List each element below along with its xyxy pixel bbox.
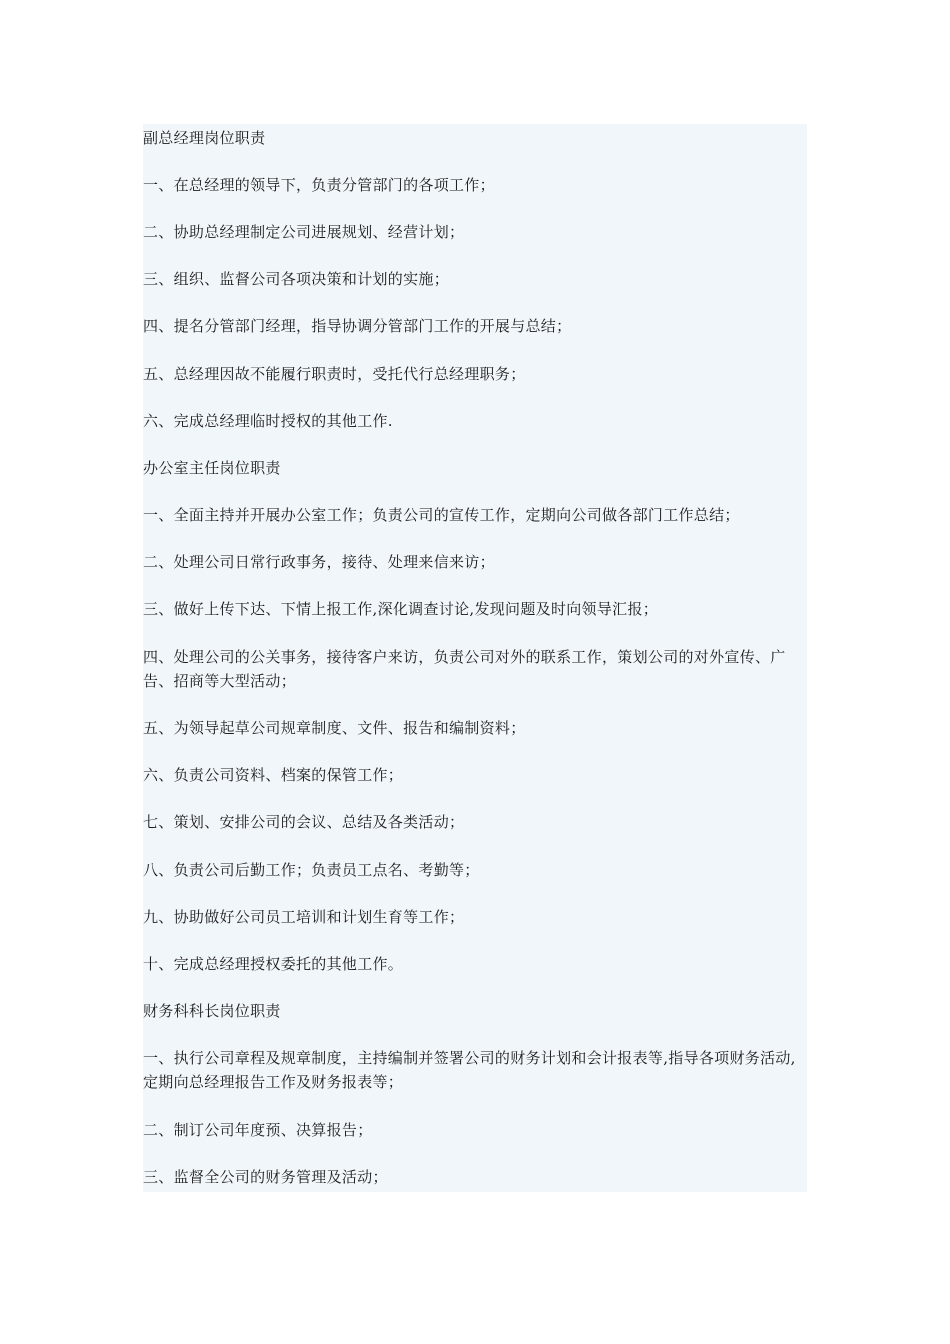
paragraph-item: 一、执行公司章程及规章制度，主持编制并签署公司的财务计划和会计报表等,指导各项财务活动,定期向总经理报告工作及财务报表等； (143, 1049, 796, 1091)
paragraph-item: 三、组织、监督公司各项决策和计划的实施； (143, 270, 450, 288)
paragraph-item: 四、处理公司的公关事务，接待客户来访，负责公司对外的联系工作，策划公司的对外宣传、广告、招商等大型活动； (143, 648, 786, 690)
paragraph-item: 六、完成总经理临时授权的其他工作. (143, 412, 393, 430)
paragraph-item: 三、监督全公司的财务管理及活动； (143, 1168, 388, 1186)
section-heading-finance-chief: 财务科科长岗位职责 (143, 1002, 281, 1020)
document-content (143, 124, 807, 1192)
paragraph-item: 四、提名分管部门经理，指导协调分管部门工作的开展与总结； (143, 317, 572, 335)
section-heading-deputy-gm: 副总经理岗位职责 (143, 129, 266, 147)
section-heading-office-director: 办公室主任岗位职责 (143, 459, 281, 477)
paragraph-item: 七、策划、安排公司的会议、总结及各类活动； (143, 813, 465, 831)
paragraph-item: 三、做好上传下达、下情上报工作,深化调查讨论,发现问题及时向领导汇报； (143, 600, 659, 618)
paragraph-item: 八、负责公司后勤工作；负责员工点名、考勤等； (143, 861, 480, 879)
paragraph-item: 二、处理公司日常行政事务，接待、处理来信来访； (143, 553, 495, 571)
paragraph-item: 五、总经理因故不能履行职责时，受托代行总经理职务； (143, 365, 526, 383)
paragraph-item: 二、制订公司年度预、决算报告； (143, 1121, 373, 1139)
paragraph-item: 一、在总经理的领导下，负责分管部门的各项工作； (143, 176, 495, 194)
paragraph-item: 五、为领导起草公司规章制度、文件、报告和编制资料； (143, 719, 526, 737)
paragraph-item: 十、完成总经理授权委托的其他工作。 (143, 955, 404, 973)
paragraph-item: 六、负责公司资料、档案的保管工作； (143, 766, 404, 784)
paragraph-item: 二、协助总经理制定公司进展规划、经营计划； (143, 223, 465, 241)
paragraph-item: 九、协助做好公司员工培训和计划生育等工作； (143, 908, 465, 926)
paragraph-item: 一、全面主持并开展办公室工作；负责公司的宣传工作，定期向公司做各部门工作总结； (143, 506, 740, 524)
